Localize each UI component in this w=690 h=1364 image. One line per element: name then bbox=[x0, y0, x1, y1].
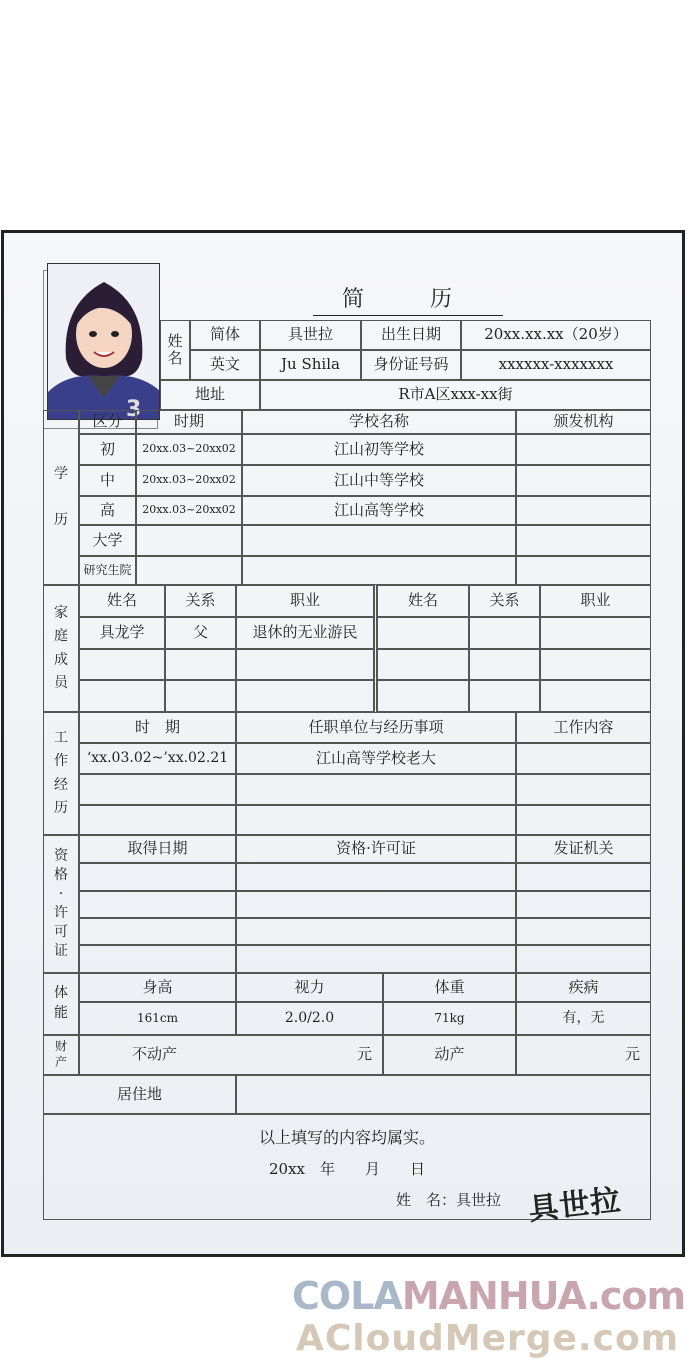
edu-period: 20xx.03~20xx02 bbox=[136, 465, 242, 496]
family-empty-cell bbox=[540, 617, 651, 649]
family-relation: 父 bbox=[165, 617, 236, 649]
family-job: 退休的无业游民 bbox=[236, 617, 374, 649]
body-height-value: 161cm bbox=[79, 1002, 236, 1035]
license-section-label: 资 格 · 许 可 证 bbox=[43, 835, 79, 973]
work-empty-cell bbox=[79, 805, 236, 835]
edu-period bbox=[136, 525, 242, 556]
license-empty-cell bbox=[516, 863, 651, 891]
edu-period: 20xx.03~20xx02 bbox=[136, 434, 242, 465]
movable-unit: 元 bbox=[516, 1035, 651, 1075]
english-name: Ju Shila bbox=[260, 350, 361, 380]
family-empty-cell bbox=[377, 680, 469, 712]
address-value: R市A区xxx-xx街 bbox=[260, 380, 651, 410]
license-empty-cell bbox=[79, 891, 236, 918]
family-empty-cell bbox=[469, 617, 540, 649]
declaration-statement: 以上填写的内容均属实。 bbox=[258, 1128, 435, 1147]
edu-school bbox=[242, 525, 516, 556]
family-empty-cell bbox=[236, 680, 374, 712]
movable-label: 动产 bbox=[383, 1035, 516, 1075]
body-section-label: 体 能 bbox=[43, 973, 79, 1035]
body-header-weight: 体重 bbox=[383, 973, 516, 1002]
body-header-vision: 视力 bbox=[236, 973, 383, 1002]
edu-school: 江山初等学校 bbox=[242, 434, 516, 465]
family-empty-cell bbox=[236, 649, 374, 680]
family-header-relation: 关系 bbox=[469, 585, 540, 617]
family-empty-cell bbox=[165, 649, 236, 680]
license-empty-cell bbox=[516, 918, 651, 945]
license-empty-cell bbox=[79, 863, 236, 891]
property-section-label: 财 产 bbox=[43, 1035, 79, 1075]
watermark-cola: COLA bbox=[292, 1274, 402, 1318]
edu-level: 高 bbox=[79, 496, 136, 525]
body-weight-value: 71kg bbox=[383, 1002, 516, 1035]
edu-header-issuer: 颁发机构 bbox=[516, 410, 651, 434]
name-label: 姓 名 bbox=[160, 320, 190, 380]
family-header-name: 姓名 bbox=[377, 585, 469, 617]
work-unit: 江山高等学校老大 bbox=[236, 743, 516, 774]
birth-value: 20xx.xx.xx（20岁） bbox=[461, 320, 651, 350]
edu-issuer bbox=[516, 556, 651, 585]
family-empty-cell bbox=[79, 649, 165, 680]
work-header-content: 工作内容 bbox=[516, 712, 651, 743]
edu-level: 大学 bbox=[79, 525, 136, 556]
edu-header-level: 区分 bbox=[79, 410, 136, 434]
work-empty-cell bbox=[79, 774, 236, 805]
edu-school: 江山中等学校 bbox=[242, 465, 516, 496]
family-header-relation: 关系 bbox=[165, 585, 236, 617]
work-empty-cell bbox=[236, 805, 516, 835]
resume-form bbox=[43, 320, 651, 1220]
license-empty-cell bbox=[236, 891, 516, 918]
work-period: ‘xx.03.02~’xx.02.21 bbox=[79, 743, 236, 774]
family-empty-cell bbox=[377, 617, 469, 649]
svg-text:3: 3 bbox=[126, 397, 142, 420]
edu-issuer bbox=[516, 434, 651, 465]
id-value: xxxxxx-xxxxxxx bbox=[461, 350, 651, 380]
address-label: 地址 bbox=[160, 380, 260, 410]
family-empty-cell bbox=[469, 649, 540, 680]
family-header-name: 姓名 bbox=[79, 585, 165, 617]
license-header-date: 取得日期 bbox=[79, 835, 236, 863]
edu-level: 中 bbox=[79, 465, 136, 496]
family-section-label: 家 庭 成 员 bbox=[43, 585, 79, 712]
family-empty-cell bbox=[540, 649, 651, 680]
birth-label: 出生日期 bbox=[361, 320, 461, 350]
english-label: 英文 bbox=[190, 350, 260, 380]
family-name: 具龙学 bbox=[79, 617, 165, 649]
family-empty-cell bbox=[165, 680, 236, 712]
handwritten-signature: 具世拉 bbox=[526, 1183, 623, 1228]
work-header-unit: 任职单位与经历事项 bbox=[236, 712, 516, 743]
family-header-job: 职业 bbox=[236, 585, 374, 617]
body-header-height: 身高 bbox=[79, 973, 236, 1002]
family-empty-cell bbox=[540, 680, 651, 712]
edu-issuer bbox=[516, 525, 651, 556]
work-empty-cell bbox=[516, 805, 651, 835]
license-empty-cell bbox=[79, 945, 236, 973]
edu-header-school: 学校名称 bbox=[242, 410, 516, 434]
work-empty-cell bbox=[516, 774, 651, 805]
residence-value bbox=[236, 1075, 651, 1114]
edu-school: 江山高等学校 bbox=[242, 496, 516, 525]
signer-name: 姓 名：具世拉 bbox=[396, 1191, 502, 1209]
watermark-line2: ACloudMerge.com bbox=[296, 1318, 680, 1359]
license-empty-cell bbox=[516, 891, 651, 918]
work-section-label: 工 作 经 历 bbox=[43, 712, 79, 835]
family-header-job: 职业 bbox=[540, 585, 651, 617]
license-empty-cell bbox=[79, 918, 236, 945]
family-empty-cell bbox=[469, 680, 540, 712]
edu-level: 初 bbox=[79, 434, 136, 465]
work-empty-cell bbox=[236, 774, 516, 805]
family-divider bbox=[374, 585, 377, 712]
edu-issuer bbox=[516, 496, 651, 525]
chinese-name: 具世拉 bbox=[260, 320, 361, 350]
resume-title: 简 历 bbox=[313, 282, 503, 316]
edu-level: 研究生院 bbox=[79, 556, 136, 585]
license-empty-cell bbox=[236, 918, 516, 945]
declaration-date: 20xx 年 月 日 bbox=[268, 1160, 425, 1178]
body-disease-value: 有，无 bbox=[516, 1002, 651, 1035]
edu-header-period: 时期 bbox=[136, 410, 242, 434]
license-header-issuer: 发证机关 bbox=[516, 835, 651, 863]
real-estate-cell bbox=[79, 1035, 383, 1075]
work-content bbox=[516, 743, 651, 774]
watermark-manhua: MANHUA.com bbox=[401, 1274, 686, 1318]
work-header-period: 时 期 bbox=[79, 712, 236, 743]
edu-period: 20xx.03~20xx02 bbox=[136, 496, 242, 525]
body-header-disease: 疾病 bbox=[516, 973, 651, 1002]
license-empty-cell bbox=[516, 945, 651, 973]
education-section-label: 学 历 bbox=[43, 410, 79, 585]
real-estate-label: 不动产 bbox=[132, 1045, 178, 1064]
family-empty-cell bbox=[79, 680, 165, 712]
license-header-name: 资格·许可证 bbox=[236, 835, 516, 863]
family-empty-cell bbox=[377, 649, 469, 680]
chinese-label: 简体 bbox=[190, 320, 260, 350]
watermark-line1 bbox=[292, 1274, 685, 1318]
body-vision-value: 2.0/2.0 bbox=[236, 1002, 383, 1035]
residence-label: 居住地 bbox=[43, 1075, 236, 1114]
license-empty-cell bbox=[236, 945, 516, 973]
edu-issuer bbox=[516, 465, 651, 496]
license-empty-cell bbox=[236, 863, 516, 891]
real-estate-unit: 元 bbox=[356, 1045, 372, 1064]
id-label: 身份证号码 bbox=[361, 350, 461, 380]
edu-period bbox=[136, 556, 242, 585]
edu-school bbox=[242, 556, 516, 585]
